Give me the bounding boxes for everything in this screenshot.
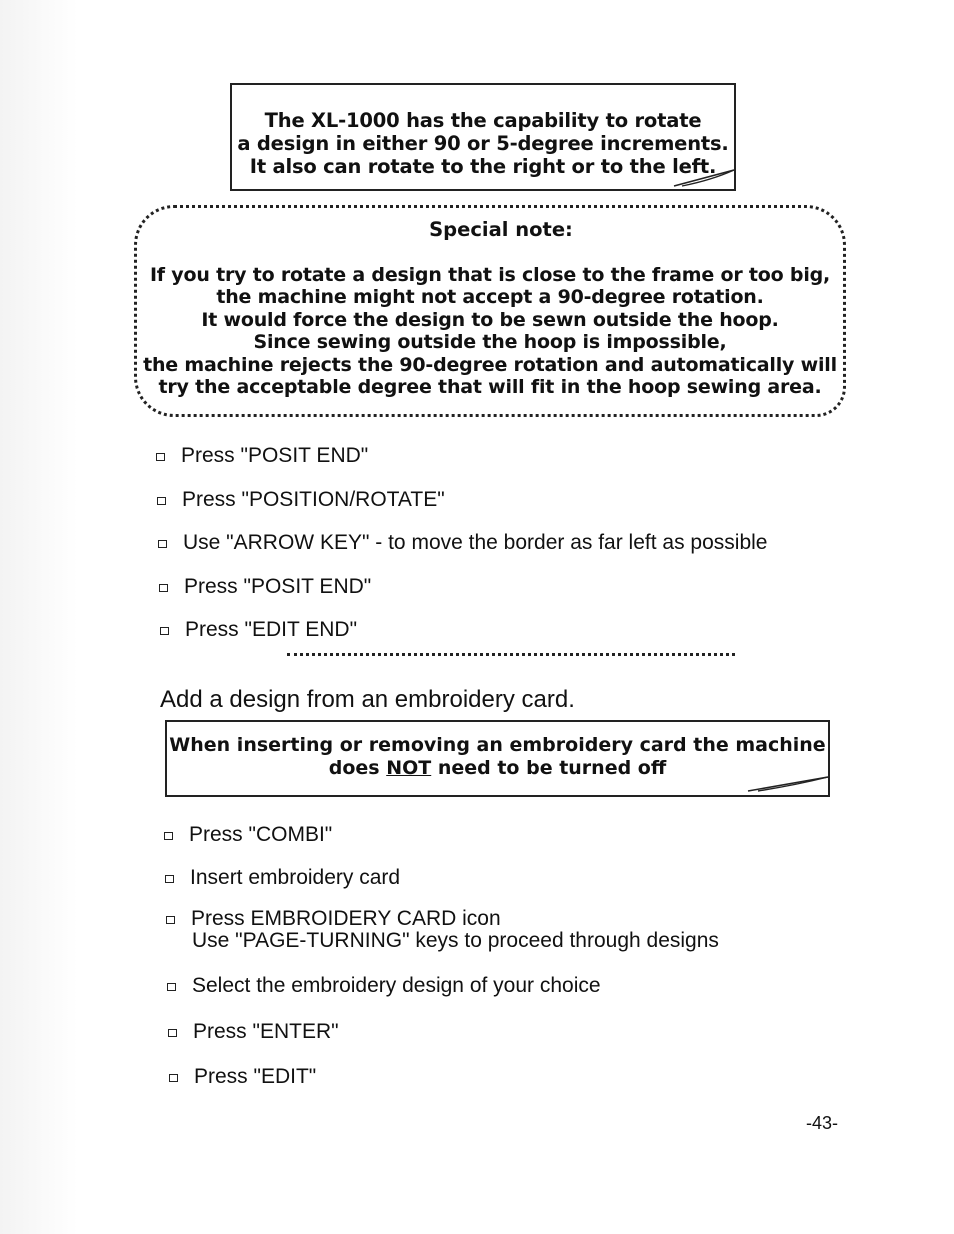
checkbox-bullet-icon (157, 497, 166, 505)
checkbox-bullet-icon (164, 832, 173, 840)
checkbox-bullet-icon (165, 875, 174, 883)
step-text: Select the embroidery design of your choice (192, 974, 601, 997)
step-item (168, 1020, 339, 1044)
step-text: Press "EDIT" (194, 1065, 317, 1088)
checkbox-bullet-icon (158, 540, 167, 548)
checkbox-bullet-icon (160, 627, 169, 635)
page-edge-shade (0, 0, 78, 1234)
callout-line: The XL-1000 has the capability to rotate (264, 109, 702, 132)
callout-line (167, 757, 828, 780)
step-item (160, 618, 357, 642)
note-line: try the acceptable degree that will fit in the hoop sewing area. (158, 376, 822, 398)
dotted-divider (287, 653, 735, 656)
step-text: Press "POSITION/ROTATE" (182, 488, 445, 511)
checkbox-bullet-icon (166, 916, 175, 924)
step-text: Press "POSIT END" (184, 575, 372, 598)
step-item (164, 823, 332, 847)
checkbox-bullet-icon (168, 1029, 177, 1037)
step-text: Press "POSIT END" (181, 444, 369, 467)
step-item (166, 908, 719, 952)
special-note-body (137, 264, 843, 399)
note-line: It would force the design to be sewn outside the hoop. (201, 308, 779, 331)
step-item (167, 974, 601, 998)
step-item (157, 488, 445, 512)
page-curl-icon (672, 168, 738, 190)
embroidery-card-callout (165, 720, 830, 797)
callout-line: a design in either 90 or 5-degree increments. (237, 132, 729, 155)
section-title: Add a design from an embroidery card. (160, 686, 575, 713)
special-note-title: Special note: (429, 218, 573, 241)
step-text: Press "EDIT END" (185, 618, 358, 641)
emphasis-not: NOT (386, 757, 432, 779)
rotation-capability-callout (230, 83, 736, 191)
step-item (165, 866, 400, 890)
step-subtext: Use "PAGE-TURNING" keys to proceed through designs (192, 929, 719, 952)
checkbox-bullet-icon (169, 1074, 178, 1082)
step-text: Press EMBROIDERY CARD icon (191, 907, 501, 930)
step-item (158, 531, 767, 555)
callout-text: does (328, 757, 387, 779)
note-line: If you try to rotate a design that is close to the frame or too big, (149, 263, 831, 286)
checkbox-bullet-icon (156, 453, 165, 461)
page-curl-icon (746, 775, 830, 795)
page-number: -43- (806, 1113, 839, 1133)
note-line: the machine rejects the 90-degree rotation and automatically will (143, 353, 837, 376)
step-text: Use "ARROW KEY" - to move the border as far left as possible (183, 531, 768, 554)
step-item (159, 575, 371, 599)
checkbox-bullet-icon (167, 983, 176, 991)
step-item (169, 1065, 316, 1089)
callout-line: It also can rotate to the right or to the left. (249, 155, 717, 178)
callout-line: When inserting or removing an embroidery card the machine (169, 734, 826, 756)
callout-text: need to be turned off (431, 757, 667, 779)
step-text: Insert embroidery card (190, 866, 401, 889)
checkbox-bullet-icon (159, 584, 168, 592)
step-text: Press "COMBI" (189, 823, 333, 846)
note-line: Since sewing outside the hoop is impossible, (253, 331, 727, 353)
step-text: Press "ENTER" (193, 1020, 339, 1043)
special-note-box (134, 205, 846, 417)
step-item (156, 444, 368, 468)
note-line: the machine might not accept a 90-degree rotation. (216, 286, 764, 308)
